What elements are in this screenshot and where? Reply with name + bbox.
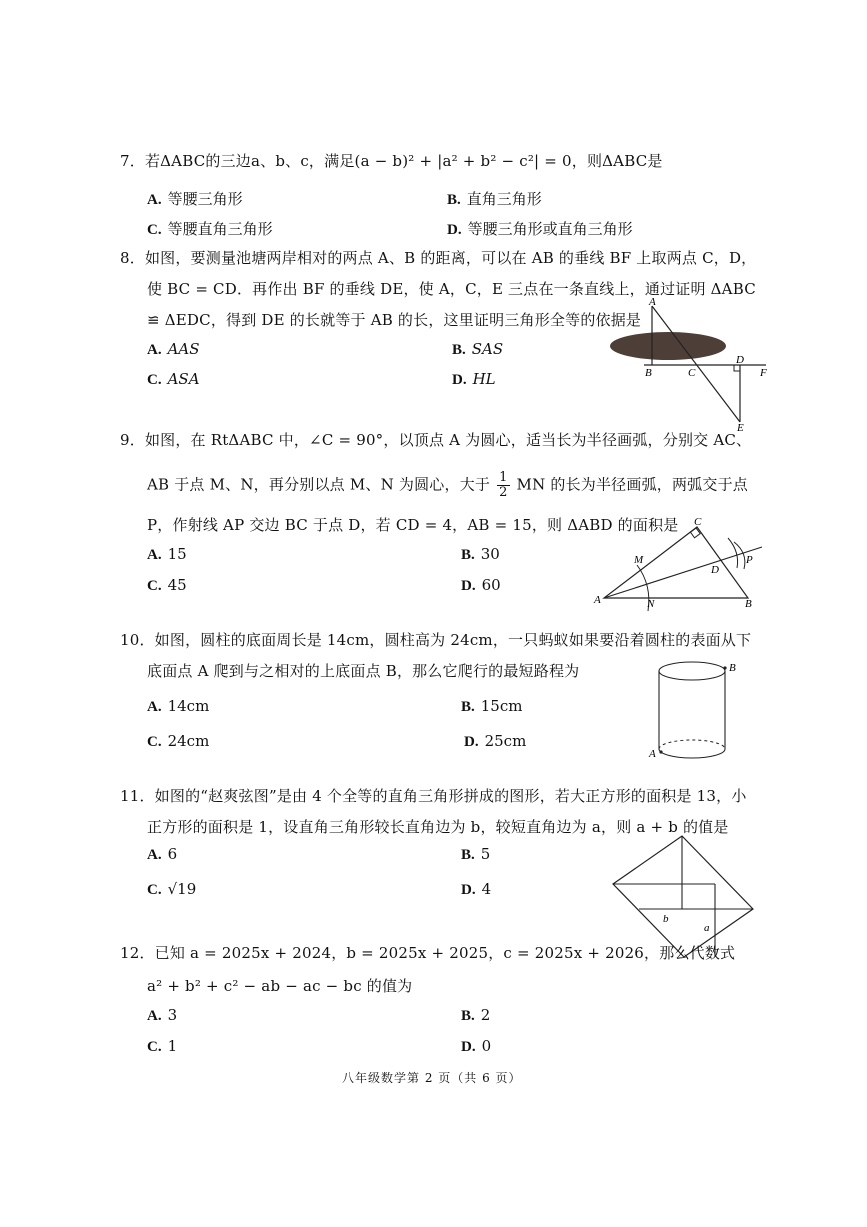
label-n: N xyxy=(647,598,655,610)
option-letter: A. xyxy=(147,1008,162,1024)
label-a: A xyxy=(649,748,656,760)
option-text: √19 xyxy=(167,880,197,898)
q7-option-b[interactable] xyxy=(447,188,542,209)
fraction-denominator: 2 xyxy=(499,485,508,500)
option-text: AAS xyxy=(167,340,200,358)
option-letter: D. xyxy=(452,372,467,388)
line-ae xyxy=(652,306,740,422)
option-letter: B. xyxy=(447,192,461,208)
q10-option-b[interactable] xyxy=(461,697,522,716)
label-m: M xyxy=(634,554,644,566)
option-letter: A. xyxy=(147,342,162,358)
option-letter: C. xyxy=(147,372,162,388)
label-b: b xyxy=(663,913,669,925)
option-letter: A. xyxy=(147,699,162,715)
q9-line-2-part-1: AB 于点 M、N，再分别以点 M、N 为圆心，大于 xyxy=(147,475,491,494)
option-letter: B. xyxy=(461,547,475,563)
label-a: a xyxy=(704,922,710,934)
option-text: 30 xyxy=(480,545,500,563)
label-b: B xyxy=(729,662,736,674)
option-text: SAS xyxy=(471,340,504,358)
q10-line-1: 10．如图，圆柱的底面周长是 14cm，圆柱高为 24cm，一只蚂蚁如果要沿着圆柱的表面从下 xyxy=(120,631,752,649)
q7-option-a[interactable] xyxy=(147,188,243,209)
pond-shape xyxy=(610,332,726,360)
option-text: 等腰三角形 xyxy=(167,190,243,208)
q11-line-1: 11．如图的“赵爽弦图”是由 4 个全等的直角三角形拼成的图形，若大正方形的面积是 13，小 xyxy=(120,787,747,805)
option-text: 等腰直角三角形 xyxy=(167,220,273,238)
q9-line-2 xyxy=(147,471,748,500)
option-text: 15cm xyxy=(480,697,523,715)
q7-stem: 7．若ΔABC的三边a、b、c，满足(a − b)² + |a² + b² − c²| = 0，则ΔABC是 xyxy=(120,152,663,170)
q9-line-3: P，作射线 AP 交边 BC 于点 D，若 CD = 4，AB = 15，则 ΔABD 的面积是 xyxy=(147,516,679,534)
option-text: 2 xyxy=(480,1006,491,1024)
option-text: 4 xyxy=(481,880,492,898)
label-d: D xyxy=(711,564,719,576)
q10-figure xyxy=(645,658,745,764)
option-text: 直角三角形 xyxy=(466,190,542,208)
q12-line-2: a² + b² + c² − ab − ac − bc 的值为 xyxy=(147,977,413,995)
label-c: C xyxy=(694,516,702,528)
triangle-abc xyxy=(604,527,748,598)
ray-ap xyxy=(604,547,762,598)
q9-option-d[interactable] xyxy=(461,576,501,595)
outer-square xyxy=(613,836,753,957)
q9-option-c[interactable] xyxy=(147,576,187,595)
q8-option-a[interactable] xyxy=(147,340,200,359)
fraction-numerator: 1 xyxy=(499,470,508,485)
q11-option-b[interactable] xyxy=(461,845,490,864)
option-letter: D. xyxy=(461,578,476,594)
option-letter: C. xyxy=(147,1039,162,1055)
q10-option-a[interactable] xyxy=(147,697,209,716)
q11-option-d[interactable] xyxy=(461,880,491,899)
q12-option-c[interactable] xyxy=(147,1037,177,1056)
fraction xyxy=(497,471,509,500)
q8-line-1: 8．如图，要测量池塘两岸相对的两点 A、B 的距离，可以在 AB 的垂线 BF 上取两点 C，D， xyxy=(120,249,757,267)
label-d: D xyxy=(736,354,744,366)
q12-option-d[interactable] xyxy=(461,1037,491,1056)
option-text: 45 xyxy=(167,576,187,594)
q8-line-2: 使 BC = CD．再作出 BF 的垂线 DE，使 A，C，E 三点在一条直线上，通过证明 ΔABC xyxy=(147,280,756,298)
q9-figure xyxy=(590,515,770,615)
option-text: 0 xyxy=(481,1037,492,1055)
q9-line-1: 9．如图，在 RtΔABC 中，∠C = 90°，以顶点 A 为圆心，适当长为半径画弧，分别交 AC、 xyxy=(120,431,752,449)
arc-p-1 xyxy=(728,538,738,568)
option-text: 25cm xyxy=(484,732,527,750)
label-a: A xyxy=(594,594,601,606)
option-letter: B. xyxy=(461,699,475,715)
option-letter: C. xyxy=(147,222,162,238)
q8-line-3: ≌ ΔEDC，得到 DE 的长就等于 AB 的长，这里证明三角形全等的依据是 xyxy=(147,311,642,329)
label-b: B xyxy=(745,598,752,610)
page-footer: 八年级数学第 2 页（共 6 页） xyxy=(342,1071,522,1085)
option-letter: B. xyxy=(461,847,475,863)
cylinder-bottom-back xyxy=(659,740,725,749)
option-letter: C. xyxy=(147,578,162,594)
q8-option-d[interactable] xyxy=(452,370,496,389)
q10-line-2: 底面点 A 爬到与之相对的上底面点 B，那么它爬行的最短路程为 xyxy=(147,662,580,680)
q12-line-1: 12．已知 a = 2025x + 2024，b = 2025x + 2025，c = 2025x + 2026，那么代数式 xyxy=(120,944,736,962)
q9-option-a[interactable] xyxy=(147,545,187,564)
label-c: C xyxy=(688,367,696,379)
option-text: 14cm xyxy=(167,697,210,715)
q10-option-c[interactable] xyxy=(147,732,209,751)
q12-option-b[interactable] xyxy=(461,1006,490,1025)
option-text: HL xyxy=(472,370,496,388)
option-text: 3 xyxy=(167,1006,178,1024)
q11-option-c[interactable] xyxy=(147,880,196,899)
option-text: 15 xyxy=(167,545,187,563)
label-f: F xyxy=(760,367,767,379)
option-text: 1 xyxy=(167,1037,178,1055)
option-letter: D. xyxy=(461,1039,476,1055)
q10-option-d[interactable] xyxy=(464,732,526,751)
point-a xyxy=(659,750,662,753)
option-letter: B. xyxy=(452,342,466,358)
label-a: A xyxy=(649,296,656,308)
q9-line-2-part-2: MN 的长为半径画弧，两弧交于点 xyxy=(516,475,748,494)
option-text: 24cm xyxy=(167,732,210,750)
point-b xyxy=(723,666,726,669)
label-b: B xyxy=(645,367,652,379)
q12-option-a[interactable] xyxy=(147,1006,177,1025)
option-text: 5 xyxy=(480,845,491,863)
option-text: 6 xyxy=(167,845,178,863)
option-letter: D. xyxy=(464,734,479,750)
option-letter: C. xyxy=(147,882,162,898)
option-text: ASA xyxy=(167,370,200,388)
option-text: 等腰三角形或直角三角形 xyxy=(467,220,633,238)
label-e: E xyxy=(737,422,744,434)
q9-option-b[interactable] xyxy=(461,545,500,564)
q8-option-b[interactable] xyxy=(452,340,503,359)
q7-option-d[interactable] xyxy=(447,218,633,239)
option-letter: A. xyxy=(147,192,162,208)
q7-option-c[interactable] xyxy=(147,218,273,239)
cylinder-top xyxy=(659,662,725,680)
option-letter: B. xyxy=(461,1008,475,1024)
option-letter: D. xyxy=(461,882,476,898)
option-letter: A. xyxy=(147,547,162,563)
q11-line-2: 正方形的面积是 1，设直角三角形较长直角边为 b，较短直角边为 a，则 a + b 的值是 xyxy=(147,818,729,836)
cylinder-bottom-front xyxy=(659,749,725,758)
option-text: 60 xyxy=(481,576,501,594)
option-letter: D. xyxy=(447,222,462,238)
label-p: P xyxy=(746,554,753,566)
option-letter: C. xyxy=(147,734,162,750)
q8-figure xyxy=(600,298,780,438)
option-letter: A. xyxy=(147,847,162,863)
q8-option-c[interactable] xyxy=(147,370,200,389)
q11-option-a[interactable] xyxy=(147,845,177,864)
